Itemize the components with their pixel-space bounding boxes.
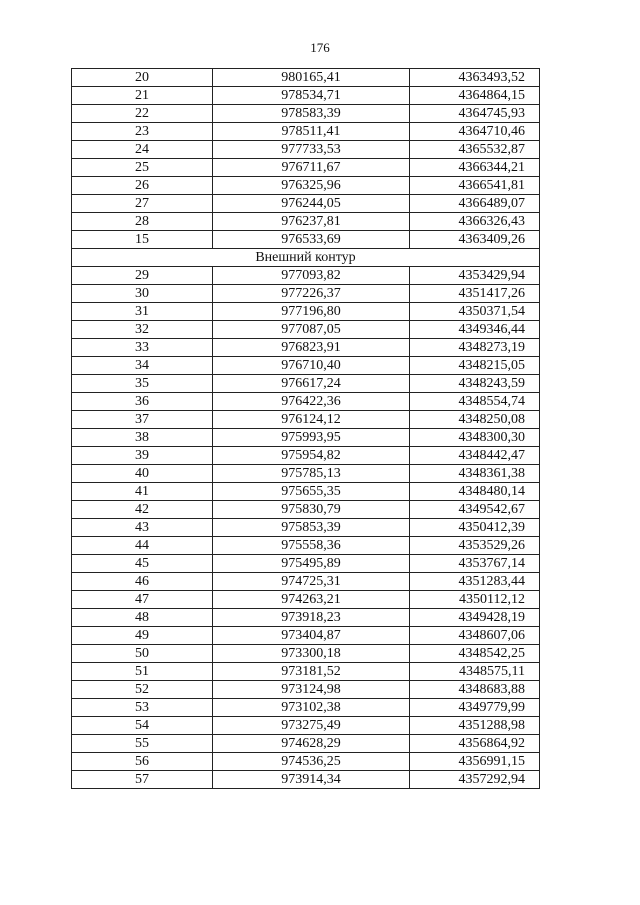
coordinates-table-body bbox=[72, 69, 540, 789]
x-coordinate-cell: 975495,89 bbox=[213, 555, 410, 573]
x-coordinate-cell: 977226,37 bbox=[213, 285, 410, 303]
table-row bbox=[72, 663, 540, 681]
y-coordinate-cell: 4348442,47 bbox=[410, 447, 540, 465]
point-number-cell: 27 bbox=[72, 195, 213, 213]
x-coordinate-cell: 973914,34 bbox=[213, 771, 410, 789]
y-coordinate-cell: 4348243,59 bbox=[410, 375, 540, 393]
y-coordinate-cell: 4363493,52 bbox=[410, 69, 540, 87]
x-coordinate-cell: 975954,82 bbox=[213, 447, 410, 465]
point-number-cell: 42 bbox=[72, 501, 213, 519]
x-coordinate-cell: 977196,80 bbox=[213, 303, 410, 321]
y-coordinate-cell: 4366541,81 bbox=[410, 177, 540, 195]
y-coordinate-cell: 4351417,26 bbox=[410, 285, 540, 303]
y-coordinate-cell: 4351283,44 bbox=[410, 573, 540, 591]
x-coordinate-cell: 975785,13 bbox=[213, 465, 410, 483]
point-number-cell: 39 bbox=[72, 447, 213, 465]
section-header-row bbox=[72, 249, 540, 267]
y-coordinate-cell: 4366489,07 bbox=[410, 195, 540, 213]
x-coordinate-cell: 975830,79 bbox=[213, 501, 410, 519]
y-coordinate-cell: 4353529,26 bbox=[410, 537, 540, 555]
point-number-cell: 54 bbox=[72, 717, 213, 735]
x-coordinate-cell: 976124,12 bbox=[213, 411, 410, 429]
x-coordinate-cell: 976244,05 bbox=[213, 195, 410, 213]
point-number-cell: 22 bbox=[72, 105, 213, 123]
point-number-cell: 36 bbox=[72, 393, 213, 411]
y-coordinate-cell: 4356991,15 bbox=[410, 753, 540, 771]
y-coordinate-cell: 4350112,12 bbox=[410, 591, 540, 609]
point-number-cell: 34 bbox=[72, 357, 213, 375]
point-number-cell: 53 bbox=[72, 699, 213, 717]
point-number-cell: 26 bbox=[72, 177, 213, 195]
table-row bbox=[72, 609, 540, 627]
point-number-cell: 15 bbox=[72, 231, 213, 249]
table-row bbox=[72, 645, 540, 663]
y-coordinate-cell: 4364745,93 bbox=[410, 105, 540, 123]
table-row bbox=[72, 771, 540, 789]
x-coordinate-cell: 977733,53 bbox=[213, 141, 410, 159]
y-coordinate-cell: 4350371,54 bbox=[410, 303, 540, 321]
y-coordinate-cell: 4351288,98 bbox=[410, 717, 540, 735]
table-row bbox=[72, 231, 540, 249]
point-number-cell: 23 bbox=[72, 123, 213, 141]
point-number-cell: 46 bbox=[72, 573, 213, 591]
x-coordinate-cell: 973181,52 bbox=[213, 663, 410, 681]
y-coordinate-cell: 4363409,26 bbox=[410, 231, 540, 249]
x-coordinate-cell: 976711,67 bbox=[213, 159, 410, 177]
table-row bbox=[72, 393, 540, 411]
y-coordinate-cell: 4356864,92 bbox=[410, 735, 540, 753]
table-row bbox=[72, 87, 540, 105]
point-number-cell: 43 bbox=[72, 519, 213, 537]
x-coordinate-cell: 973275,49 bbox=[213, 717, 410, 735]
y-coordinate-cell: 4365532,87 bbox=[410, 141, 540, 159]
point-number-cell: 40 bbox=[72, 465, 213, 483]
y-coordinate-cell: 4353429,94 bbox=[410, 267, 540, 285]
table-row bbox=[72, 681, 540, 699]
table-row bbox=[72, 591, 540, 609]
y-coordinate-cell: 4348361,38 bbox=[410, 465, 540, 483]
point-number-cell: 31 bbox=[72, 303, 213, 321]
table-row bbox=[72, 123, 540, 141]
point-number-cell: 30 bbox=[72, 285, 213, 303]
table-row bbox=[72, 753, 540, 771]
point-number-cell: 37 bbox=[72, 411, 213, 429]
x-coordinate-cell: 978511,41 bbox=[213, 123, 410, 141]
y-coordinate-cell: 4364710,46 bbox=[410, 123, 540, 141]
table-row bbox=[72, 195, 540, 213]
y-coordinate-cell: 4348554,74 bbox=[410, 393, 540, 411]
table-row bbox=[72, 141, 540, 159]
point-number-cell: 24 bbox=[72, 141, 213, 159]
point-number-cell: 52 bbox=[72, 681, 213, 699]
y-coordinate-cell: 4357292,94 bbox=[410, 771, 540, 789]
table-row bbox=[72, 357, 540, 375]
point-number-cell: 35 bbox=[72, 375, 213, 393]
x-coordinate-cell: 976237,81 bbox=[213, 213, 410, 231]
table-row bbox=[72, 69, 540, 87]
y-coordinate-cell: 4349542,67 bbox=[410, 501, 540, 519]
table-row bbox=[72, 375, 540, 393]
table-row bbox=[72, 213, 540, 231]
x-coordinate-cell: 977087,05 bbox=[213, 321, 410, 339]
y-coordinate-cell: 4348273,19 bbox=[410, 339, 540, 357]
y-coordinate-cell: 4366344,21 bbox=[410, 159, 540, 177]
x-coordinate-cell: 973300,18 bbox=[213, 645, 410, 663]
y-coordinate-cell: 4348683,88 bbox=[410, 681, 540, 699]
table-row bbox=[72, 717, 540, 735]
x-coordinate-cell: 975558,36 bbox=[213, 537, 410, 555]
table-row bbox=[72, 519, 540, 537]
x-coordinate-cell: 973124,98 bbox=[213, 681, 410, 699]
x-coordinate-cell: 974725,31 bbox=[213, 573, 410, 591]
table-row bbox=[72, 573, 540, 591]
table-row bbox=[72, 267, 540, 285]
x-coordinate-cell: 977093,82 bbox=[213, 267, 410, 285]
point-number-cell: 41 bbox=[72, 483, 213, 501]
point-number-cell: 28 bbox=[72, 213, 213, 231]
y-coordinate-cell: 4349346,44 bbox=[410, 321, 540, 339]
y-coordinate-cell: 4349779,99 bbox=[410, 699, 540, 717]
point-number-cell: 48 bbox=[72, 609, 213, 627]
table-row bbox=[72, 483, 540, 501]
point-number-cell: 49 bbox=[72, 627, 213, 645]
y-coordinate-cell: 4348542,25 bbox=[410, 645, 540, 663]
table-row bbox=[72, 699, 540, 717]
x-coordinate-cell: 976617,24 bbox=[213, 375, 410, 393]
point-number-cell: 51 bbox=[72, 663, 213, 681]
y-coordinate-cell: 4348575,11 bbox=[410, 663, 540, 681]
table-row bbox=[72, 627, 540, 645]
y-coordinate-cell: 4348250,08 bbox=[410, 411, 540, 429]
x-coordinate-cell: 973102,38 bbox=[213, 699, 410, 717]
point-number-cell: 38 bbox=[72, 429, 213, 447]
table-row bbox=[72, 177, 540, 195]
point-number-cell: 50 bbox=[72, 645, 213, 663]
point-number-cell: 57 bbox=[72, 771, 213, 789]
table-row bbox=[72, 321, 540, 339]
x-coordinate-cell: 978534,71 bbox=[213, 87, 410, 105]
table-row bbox=[72, 465, 540, 483]
point-number-cell: 45 bbox=[72, 555, 213, 573]
x-coordinate-cell: 976710,40 bbox=[213, 357, 410, 375]
x-coordinate-cell: 973404,87 bbox=[213, 627, 410, 645]
point-number-cell: 32 bbox=[72, 321, 213, 339]
y-coordinate-cell: 4349428,19 bbox=[410, 609, 540, 627]
table-row bbox=[72, 501, 540, 519]
y-coordinate-cell: 4350412,39 bbox=[410, 519, 540, 537]
point-number-cell: 44 bbox=[72, 537, 213, 555]
x-coordinate-cell: 974536,25 bbox=[213, 753, 410, 771]
x-coordinate-cell: 975655,35 bbox=[213, 483, 410, 501]
x-coordinate-cell: 974628,29 bbox=[213, 735, 410, 753]
point-number-cell: 25 bbox=[72, 159, 213, 177]
x-coordinate-cell: 978583,39 bbox=[213, 105, 410, 123]
y-coordinate-cell: 4366326,43 bbox=[410, 213, 540, 231]
table-row bbox=[72, 411, 540, 429]
section-title: Внешний контур bbox=[72, 249, 540, 267]
table-row bbox=[72, 105, 540, 123]
point-number-cell: 20 bbox=[72, 69, 213, 87]
x-coordinate-cell: 974263,21 bbox=[213, 591, 410, 609]
x-coordinate-cell: 976325,96 bbox=[213, 177, 410, 195]
y-coordinate-cell: 4348300,30 bbox=[410, 429, 540, 447]
point-number-cell: 47 bbox=[72, 591, 213, 609]
table-row bbox=[72, 339, 540, 357]
x-coordinate-cell: 980165,41 bbox=[213, 69, 410, 87]
table-row bbox=[72, 159, 540, 177]
point-number-cell: 55 bbox=[72, 735, 213, 753]
y-coordinate-cell: 4348480,14 bbox=[410, 483, 540, 501]
table-row bbox=[72, 735, 540, 753]
table-row bbox=[72, 555, 540, 573]
y-coordinate-cell: 4348607,06 bbox=[410, 627, 540, 645]
x-coordinate-cell: 976533,69 bbox=[213, 231, 410, 249]
y-coordinate-cell: 4348215,05 bbox=[410, 357, 540, 375]
table-row bbox=[72, 303, 540, 321]
x-coordinate-cell: 973918,23 bbox=[213, 609, 410, 627]
point-number-cell: 56 bbox=[72, 753, 213, 771]
x-coordinate-cell: 975993,95 bbox=[213, 429, 410, 447]
x-coordinate-cell: 976823,91 bbox=[213, 339, 410, 357]
y-coordinate-cell: 4364864,15 bbox=[410, 87, 540, 105]
table-row bbox=[72, 285, 540, 303]
point-number-cell: 33 bbox=[72, 339, 213, 357]
y-coordinate-cell: 4353767,14 bbox=[410, 555, 540, 573]
table-row bbox=[72, 429, 540, 447]
point-number-cell: 29 bbox=[72, 267, 213, 285]
table-row bbox=[72, 537, 540, 555]
table-row bbox=[72, 447, 540, 465]
x-coordinate-cell: 976422,36 bbox=[213, 393, 410, 411]
point-number-cell: 21 bbox=[72, 87, 213, 105]
coordinates-table bbox=[71, 68, 540, 789]
page-number: 176 bbox=[310, 40, 330, 55]
x-coordinate-cell: 975853,39 bbox=[213, 519, 410, 537]
